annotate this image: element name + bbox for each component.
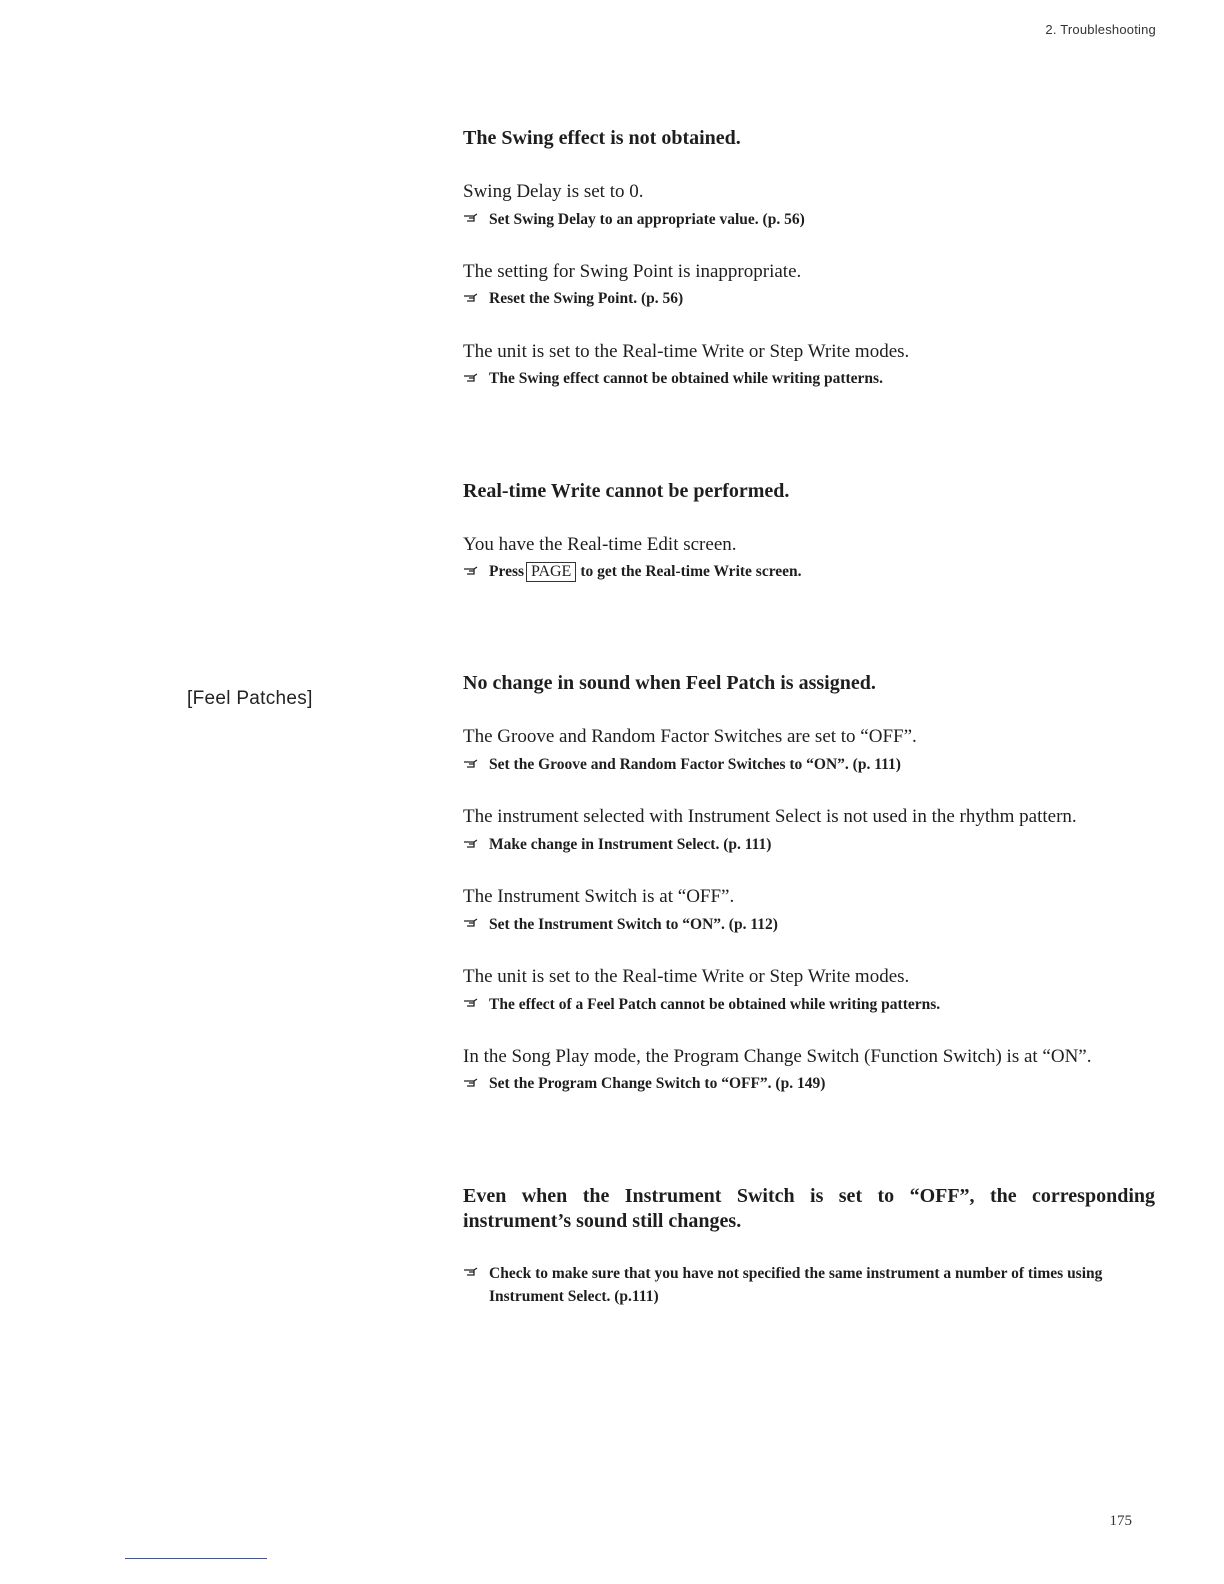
issue-remedy bbox=[463, 913, 1155, 936]
remedy-text-post: to get the Real-time Write screen. bbox=[580, 563, 802, 581]
issue-remedy bbox=[463, 367, 1155, 390]
issue-cause: The setting for Swing Point is inappropriate. bbox=[463, 260, 802, 282]
issue-item bbox=[463, 804, 1155, 856]
issue-cause: The Instrument Switch is at “OFF”. bbox=[463, 886, 735, 908]
pointing-hand-icon bbox=[463, 208, 483, 229]
pointing-hand-icon bbox=[463, 1072, 483, 1093]
issue-item bbox=[463, 339, 1155, 391]
issue-remedy bbox=[463, 208, 1155, 231]
issue-cause: The unit is set to the Real-time Write or Step Write modes. bbox=[463, 965, 910, 987]
pointing-hand-icon bbox=[463, 560, 483, 581]
issue-remedy bbox=[463, 1262, 1155, 1309]
page-number: 175 bbox=[1109, 1513, 1132, 1529]
issue-item bbox=[463, 179, 1155, 231]
section-swing bbox=[463, 126, 1155, 391]
remedy-text: Make change in Instrument Select. (p. 111) bbox=[489, 835, 772, 853]
pointing-hand-icon bbox=[463, 287, 483, 308]
issue-item bbox=[463, 259, 1155, 311]
main-content bbox=[463, 126, 1155, 1336]
issue-cause: The instrument selected with Instrument Select is not used in the rhythm pattern. bbox=[463, 806, 1077, 828]
pointing-hand-icon bbox=[463, 1262, 483, 1283]
remedy-text: The effect of a Feel Patch cannot be obtained while writing patterns. bbox=[489, 995, 941, 1013]
pointing-hand-icon bbox=[463, 753, 483, 774]
section-title: The Swing effect is not obtained. bbox=[463, 127, 741, 149]
issue-cause: The Groove and Random Factor Switches are set to “OFF”. bbox=[463, 726, 917, 748]
running-head: 2. Troubleshooting bbox=[1045, 22, 1156, 37]
pointing-hand-icon bbox=[463, 367, 483, 388]
side-label-feel-patches: [Feel Patches] bbox=[187, 688, 313, 709]
issue-remedy bbox=[463, 287, 1155, 310]
issue-cause: The unit is set to the Real-time Write or Step Write modes. bbox=[463, 340, 910, 362]
remedy-text bbox=[489, 560, 1155, 583]
section-instrument-switch bbox=[463, 1184, 1155, 1309]
issue-item bbox=[463, 1262, 1155, 1309]
remedy-text-pre: Press bbox=[489, 563, 525, 581]
issue-cause: Swing Delay is set to 0. bbox=[463, 181, 644, 202]
issue-item bbox=[463, 532, 1155, 584]
remedy-text: Reset the Swing Point. (p. 56) bbox=[489, 290, 684, 308]
pointing-hand-icon bbox=[463, 833, 483, 854]
issue-cause: You have the Real-time Edit screen. bbox=[463, 533, 737, 555]
issue-cause: In the Song Play mode, the Program Change Switch (Function Switch) is at “ON”. bbox=[463, 1045, 1092, 1067]
issue-item bbox=[463, 724, 1155, 776]
issue-remedy bbox=[463, 993, 1155, 1016]
pointing-hand-icon bbox=[463, 993, 483, 1014]
page-key: PAGE bbox=[526, 562, 576, 582]
pointing-hand-icon bbox=[463, 913, 483, 934]
footer-rule bbox=[125, 1558, 267, 1559]
section-feel-patch bbox=[463, 671, 1155, 1095]
remedy-text: Check to make sure that you have not specified the same instrument a number of times using Instrument Select. (p.111) bbox=[489, 1264, 1103, 1305]
issue-remedy bbox=[463, 753, 1155, 776]
issue-remedy bbox=[463, 833, 1155, 856]
remedy-text: Set the Program Change Switch to “OFF”. (p. 149) bbox=[489, 1075, 826, 1093]
section-title: Real-time Write cannot be performed. bbox=[463, 479, 790, 502]
remedy-text: Set the Groove and Random Factor Switches to “ON”. (p. 111) bbox=[489, 755, 901, 773]
remedy-text: The Swing effect cannot be obtained while writing patterns. bbox=[489, 370, 883, 388]
section-title: No change in sound when Feel Patch is assigned. bbox=[463, 672, 876, 695]
section-realtime-write bbox=[463, 479, 1155, 584]
issue-item bbox=[463, 884, 1155, 936]
issue-item bbox=[463, 964, 1155, 1016]
remedy-text: Set Swing Delay to an appropriate value. (p. 56) bbox=[489, 210, 805, 228]
remedy-text: Set the Instrument Switch to “ON”. (p. 112) bbox=[489, 915, 778, 933]
issue-item bbox=[463, 1044, 1155, 1096]
section-title: Even when the Instrument Switch is set to “OFF”, the corresponding instrument’s sound still changes. bbox=[463, 1184, 1155, 1232]
issue-remedy bbox=[463, 1072, 1155, 1095]
issue-remedy bbox=[463, 560, 1155, 583]
